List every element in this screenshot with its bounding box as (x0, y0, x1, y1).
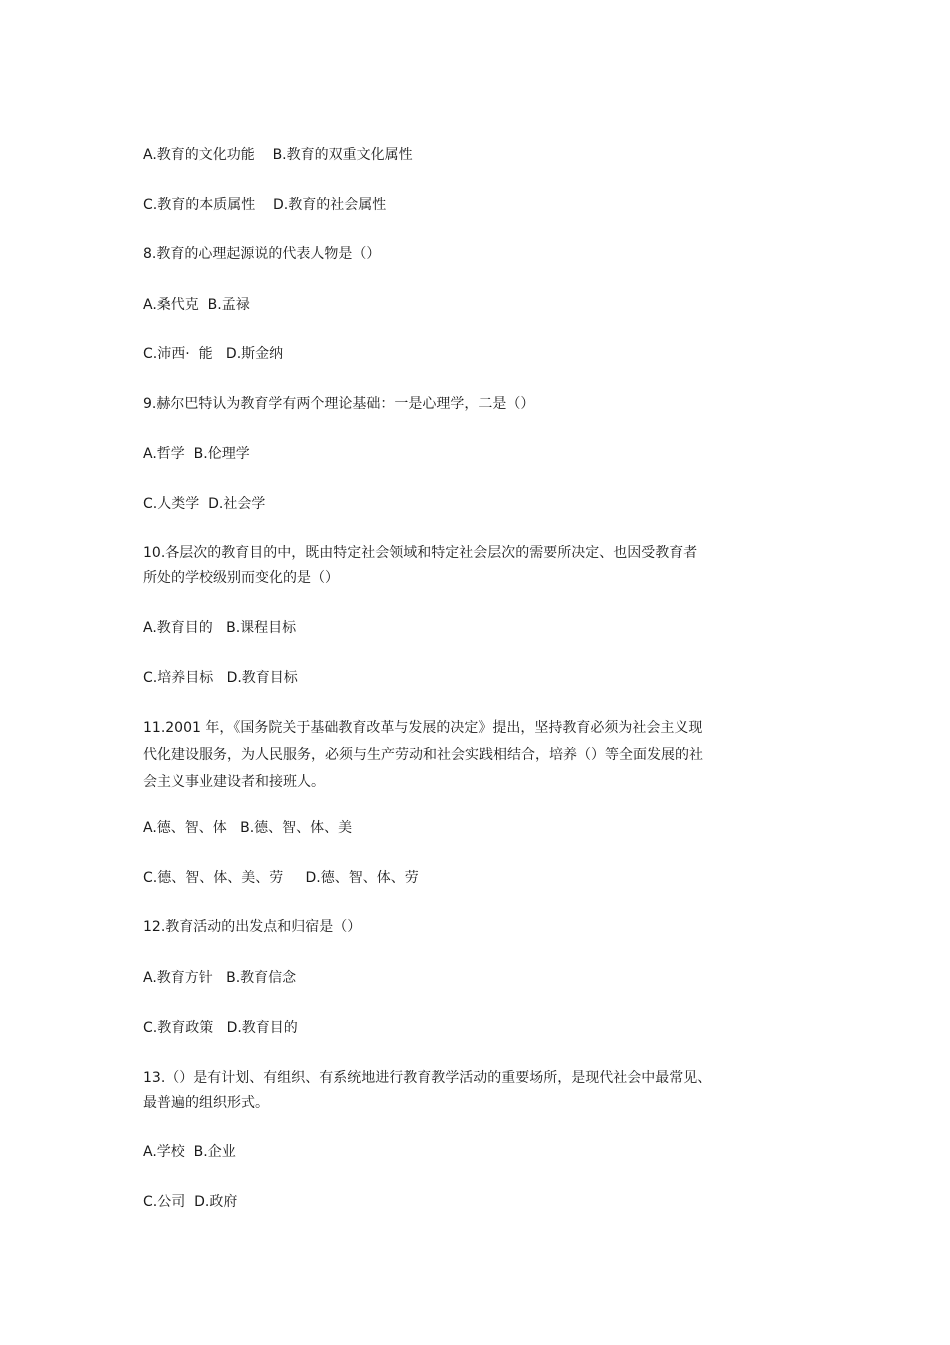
question-12: 12.教育活动的出发点和归宿是（） (143, 919, 362, 935)
question-11 (143, 715, 753, 796)
q13-options-ab: A.学校 B.企业 (143, 1144, 236, 1160)
question-10 (143, 541, 753, 591)
q12-options-ab: A.教育方针 B.教育信念 (143, 970, 297, 986)
q7-options-cd: C.教育的本质属性 D.教育的社会属性 (143, 197, 387, 213)
question-9: 9.赫尔巴特认为教育学有两个理论基础：一是心理学，二是（） (143, 396, 535, 412)
q9-options-ab: A.哲学 B.伦理学 (143, 446, 250, 462)
question-10-line-1: 10.各层次的教育目的中，既由特定社会领域和特定社会层次的需要所决定、也因受教育者 (143, 545, 698, 561)
question-11-line-2: 代化建设服务，为人民服务，必须与生产劳动和社会实践相结合，培养（）等全面发展的社 (143, 747, 703, 763)
q8-options-ab: A.桑代克 B.孟禄 (143, 297, 250, 313)
q8-options-cd: C.沛西· 能 D.斯金纳 (143, 346, 284, 362)
q11-options-cd: C.德、智、体、美、劳 D.德、智、体、劳 (143, 870, 419, 886)
question-11-line-1: 11.2001 年，《国务院关于基础教育改革与发展的决定》提出，坚持教育必须为社会主义现 (143, 720, 703, 736)
question-11-line-3: 会主义事业建设者和接班人。 (143, 774, 325, 790)
question-13-line-2: 最普遍的组织形式。 (143, 1095, 269, 1111)
q10-options-cd: C.培养目标 D.教育目标 (143, 670, 298, 686)
q7-options-ab: A.教育的文化功能 B.教育的双重文化属性 (143, 147, 413, 163)
question-13-line-1: 13.（）是有计划、有组织、有系统地进行教育教学活动的重要场所，是现代社会中最常见、 (143, 1070, 712, 1086)
question-10-line-2: 所处的学校级别而变化的是（） (143, 570, 339, 586)
q12-options-cd: C.教育政策 D.教育目的 (143, 1020, 298, 1036)
q10-options-ab: A.教育目的 B.课程目标 (143, 620, 297, 636)
q11-options-ab: A.德、智、体 B.德、智、体、美 (143, 820, 353, 836)
q9-options-cd: C.人类学 D.社会学 (143, 496, 266, 512)
question-8: 8.教育的心理起源说的代表人物是（） (143, 246, 381, 262)
q13-options-cd: C.公司 D.政府 (143, 1194, 238, 1210)
question-13 (143, 1066, 753, 1116)
